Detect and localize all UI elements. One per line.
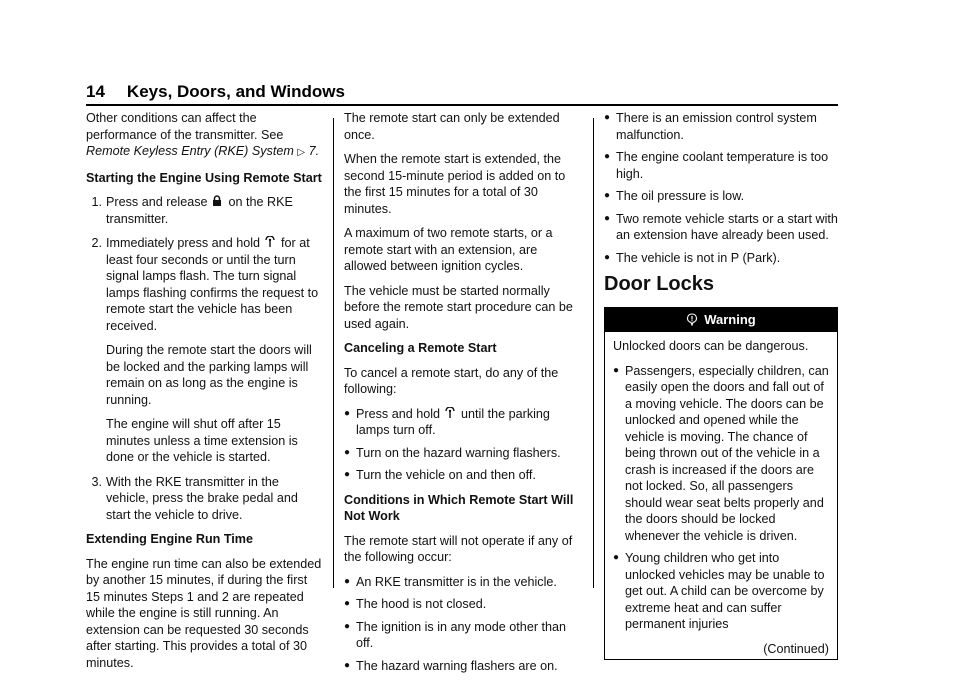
column-divider — [333, 118, 334, 588]
warning-header — [605, 308, 837, 333]
warning-body: Unlocked doors can be dangerous. ● Passengers, especially children, can easily open the doors and fall out of a moving vehicle. The doors can be unlocked and opened while the vehicle is moving. The chance of being thrown out of the vehicle in a crash is increased if the doors are not locked. So, all passengers should wear seat belts properly and the doors should be locked whenever the vehicle is driven. ● Young children who get into unlocked vehicles may be unable to get out. A child can be overcome by extreme heat and can suffer permanent injuries (Continued) — [613, 339, 829, 656]
list-item: ● The engine coolant temperature is too high. — [604, 150, 829, 181]
list-item: ● An RKE transmitter is in the vehicle. — [344, 574, 557, 589]
warning-box — [604, 307, 838, 661]
page-ref[interactable]: 7. — [308, 144, 320, 158]
continued-label: (Continued) — [763, 641, 829, 656]
conditions-list-cont — [604, 110, 840, 266]
list-item: ● Young children who get into unlocked vehicles may be unable to get out. A child can be overcome by extreme heat and can suffer permanent injuries — [613, 551, 825, 631]
list-item: ● The vehicle is not in P (Park). — [604, 250, 781, 265]
list-item: ● The hazard warning flashers are on. — [344, 658, 558, 673]
column-2: The remote start can only be extended once. When the remote start is extended, the second 15-minute period is added on to the first 15 minutes for a total of 30 minutes. A maximum of two remote starts, or a remote start with an extension, are allowed between ignition cycles. The vehicle must be started normally before the remote start procedure can be used again. Canceling a Remote Start To cancel a remote start, do any of the following: ● Press and hold until the parking lamps turn off. ● Turn on the hazard warning flashers. ● Turn the vehicle on and then off. Conditions in Which Remote Start Will Not Work The remote start will not operate if any of the following occur: ● An RKE transmitter is in the vehicle. ● The hood is not closed. ● The ignition is in any mode other than off. ● The hazard warning flashers are on. — [344, 110, 580, 682]
intro-paragraph: Other conditions can affect the performance of the transmitter. See Remote Keyless Entry (RKE) System ▷ 7. — [86, 111, 320, 158]
list-item: ● There is an emission control system malfunction. — [604, 111, 817, 142]
list-item: ● The ignition is in any mode other than off. — [344, 619, 567, 650]
section-title: Keys, Doors, and Windows — [126, 82, 345, 101]
start-heading: Starting the Engine Using Remote Start — [86, 170, 322, 185]
list-item: ● Press and hold until the parking lamps turn off. — [344, 406, 550, 437]
extend-paragraph: The engine run time can also be extended by another 15 minutes, if during the first 15 minutes Steps 1 and 2 are repeated while the engine is still running. An extension can be requested 30 seconds after starting. This provides a total of 30 minutes. — [86, 556, 322, 670]
column-3 — [604, 110, 840, 660]
list-item: ● Turn the vehicle on and then off. — [344, 468, 536, 482]
warning-icon — [686, 313, 698, 326]
warning-title: Warning — [704, 311, 756, 327]
conditions-list — [344, 574, 580, 675]
cancel-heading: Canceling a Remote Start — [344, 341, 497, 355]
remote-start-icon — [444, 407, 456, 419]
door-locks-heading: Door Locks — [604, 273, 715, 295]
cancel-list — [344, 406, 580, 484]
list-item: ● Two remote vehicle starts or a start with an extension have already been used. — [604, 211, 838, 242]
remote-start-icon — [264, 236, 276, 248]
rke-link[interactable]: Remote Keyless Entry (RKE) System — [86, 144, 294, 158]
list-item: 2. Immediately press and hold for at least four seconds or until the turn signal lamps flash. The turn signal lamps flashing confirms the request to remote start the vehicle has been received. During the remote start the doors will be locked and the parking lamps will remain on as long as the engine is running. The engine will shut off after 15 minutes unless a time extension is done or the vehicle is started. — [91, 236, 319, 464]
start-steps — [86, 194, 322, 523]
column-1 — [86, 110, 322, 679]
page-header — [86, 82, 345, 102]
extend-heading: Extending Engine Run Time — [86, 532, 253, 546]
column-divider — [593, 118, 594, 588]
conditions-heading: Conditions in Which Remote Start Will Not Work — [344, 492, 574, 523]
list-item: 1. Press and release on the RKE transmitter. — [91, 195, 293, 226]
list-item: ● Passengers, especially children, can easily open the doors and fall out of a moving vehicle. The doors can be unlocked and opened while the vehicle is moving. The chance of being thrown out of the vehicle in a crash is increased if the doors are not locked. So, all passengers should wear seat belts properly and the doors should be locked whenever the vehicle is driven. — [613, 363, 829, 543]
warning-list — [613, 363, 829, 633]
list-item: 3. With the RKE transmitter in the vehicle, press the brake pedal and start the vehicle to drive. — [91, 474, 298, 522]
lock-icon — [211, 195, 223, 207]
list-item: ● The hood is not closed. — [344, 597, 487, 611]
page-number: 14 — [86, 82, 105, 101]
list-item: ● The oil pressure is low. — [604, 189, 745, 203]
header-rule — [86, 104, 838, 106]
xref-arrow-icon: ▷ — [297, 147, 306, 158]
list-item: ● Turn on the hazard warning flashers. — [344, 445, 561, 460]
